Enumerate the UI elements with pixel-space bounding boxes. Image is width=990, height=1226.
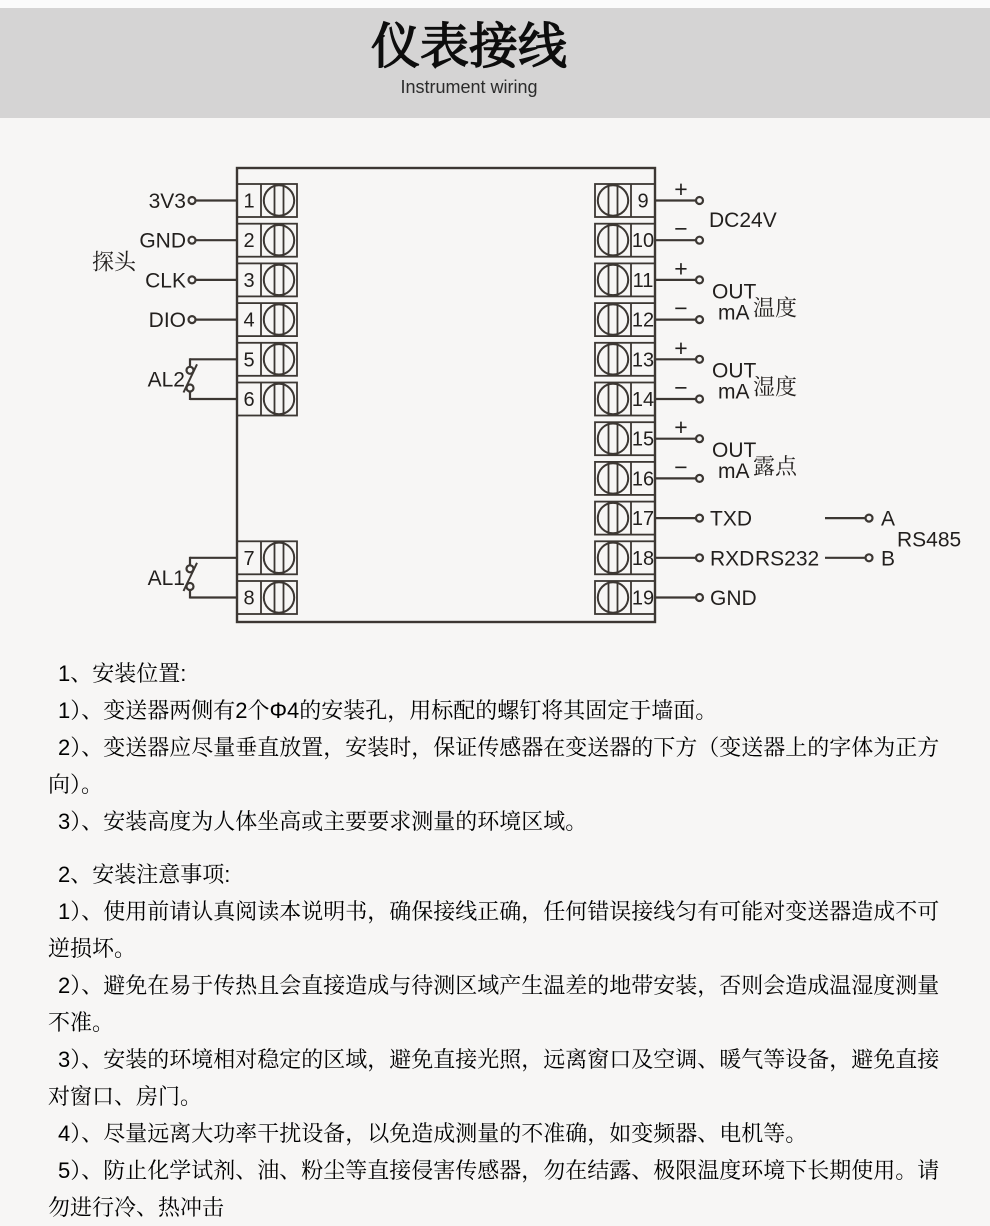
ma-label: mA xyxy=(718,380,750,404)
interface-label: RS232 xyxy=(755,547,820,571)
terminal-number: 18 xyxy=(631,547,655,570)
connection-point-icon xyxy=(866,554,873,561)
polarity-sign: − xyxy=(674,453,688,480)
screw-icon xyxy=(598,543,628,573)
connection-point-icon xyxy=(866,515,873,522)
polarity-sign: − xyxy=(674,215,688,242)
terminal-number: 19 xyxy=(631,587,655,610)
connection-point-icon xyxy=(696,356,703,363)
terminal-number: 13 xyxy=(631,349,655,372)
connection-point-icon xyxy=(696,435,703,442)
switch-lever-icon xyxy=(184,563,198,591)
terminal-number: 17 xyxy=(631,508,655,531)
note-item: 4）、尽量远离大功率干扰设备，以免造成测量的不准确，如变频器、电机等。 xyxy=(58,1121,808,1146)
terminal-number: 8 xyxy=(243,587,255,610)
note-item: 1）、使用前请认真阅读本说明书，确保接线正确，任何错误接线匀有可能对变送器造成不可逆损坏。 xyxy=(48,899,940,961)
note-item: 2）、避免在易于传热且会直接造成与待测区域产生温差的地带安装，否则会造成温湿度测量不准。 xyxy=(48,973,940,1035)
connection-point-icon xyxy=(696,316,703,323)
screw-icon xyxy=(264,185,294,215)
polarity-sign: + xyxy=(674,334,688,361)
probe-label: 探头 xyxy=(92,249,137,275)
channel-label: 湿度 xyxy=(753,374,798,400)
terminal-number: 7 xyxy=(243,547,255,570)
installation-notes xyxy=(0,655,990,1226)
note-item: 2）、变送器应尽量垂直放置，安装时，保证传感器在变送器的下方（变送器上的字体为正方向）。 xyxy=(48,735,940,797)
screw-icon xyxy=(598,582,628,612)
alarm-label: AL1 xyxy=(147,567,185,591)
screw-icon xyxy=(598,185,628,215)
screw-icon xyxy=(598,265,628,295)
connection-point-icon xyxy=(696,197,703,204)
polarity-sign: + xyxy=(674,414,688,441)
terminal-number: 6 xyxy=(243,389,255,411)
screw-icon xyxy=(264,304,294,334)
connection-point-icon xyxy=(696,475,703,482)
out-label: OUT xyxy=(712,359,757,383)
section-1-heading: 1、安装位置: xyxy=(58,661,187,686)
channel-label: 温度 xyxy=(753,295,798,321)
pin-label: GND xyxy=(139,229,186,253)
pin-label: CLK xyxy=(145,269,186,293)
rs485-a-label: A xyxy=(881,507,896,531)
pin-label: TXD xyxy=(710,507,752,531)
page-title: 仪表接线 xyxy=(370,20,567,74)
connection-point-icon xyxy=(189,316,196,323)
terminal-number: 9 xyxy=(637,190,649,213)
screw-icon xyxy=(598,344,628,374)
screw-icon xyxy=(264,543,294,573)
connection-point-icon xyxy=(696,554,703,561)
terminal-number: 1 xyxy=(243,190,255,213)
terminal-number: 15 xyxy=(631,428,655,451)
pin-label: 3V3 xyxy=(148,190,186,213)
connection-point-icon xyxy=(696,237,703,244)
ma-label: mA xyxy=(718,460,750,484)
screw-icon xyxy=(598,424,628,454)
pin-label: DIO xyxy=(148,309,186,333)
screw-icon xyxy=(598,225,628,255)
switch-lever-icon xyxy=(184,364,198,392)
screw-icon xyxy=(264,384,294,414)
connection-point-icon xyxy=(189,237,196,244)
terminal-number: 3 xyxy=(243,269,255,292)
polarity-sign: − xyxy=(674,374,688,401)
connection-point-icon xyxy=(696,515,703,522)
terminal-number: 4 xyxy=(243,309,255,332)
rs485-label: RS485 xyxy=(897,528,962,552)
channel-label: 露点 xyxy=(753,454,798,480)
pin-label: RXD xyxy=(710,547,755,571)
screw-icon xyxy=(264,225,294,255)
power-label: DC24V xyxy=(709,208,777,232)
screw-icon xyxy=(598,304,628,334)
out-label: OUT xyxy=(712,439,757,463)
screw-icon xyxy=(264,344,294,374)
connection-point-icon xyxy=(696,276,703,283)
note-item: 3）、安装的环境相对稳定的区域，避免直接光照，远离窗口及空调、暖气等设备，避免直接对窗口、房门。 xyxy=(48,1047,940,1109)
screw-icon xyxy=(264,582,294,612)
alarm-label: AL2 xyxy=(147,368,185,392)
terminal-number: 10 xyxy=(631,230,655,253)
connection-point-icon xyxy=(189,276,196,283)
connection-point-icon xyxy=(696,396,703,403)
out-label: OUT xyxy=(712,280,757,304)
connection-point-icon xyxy=(189,197,196,204)
polarity-sign: + xyxy=(674,176,688,202)
page-subtitle: Instrument wiring xyxy=(400,77,538,97)
screw-icon xyxy=(598,503,628,533)
screw-icon xyxy=(598,384,628,414)
rs485-b-label: B xyxy=(881,547,896,571)
terminal-number: 5 xyxy=(243,349,255,372)
terminal-number: 12 xyxy=(631,309,655,332)
connection-point-icon xyxy=(696,594,703,601)
polarity-sign: − xyxy=(674,295,688,322)
polarity-sign: + xyxy=(674,255,688,282)
pin-label: GND xyxy=(710,587,757,610)
ma-label: mA xyxy=(718,301,750,325)
terminal-number: 16 xyxy=(631,468,655,491)
screw-icon xyxy=(598,463,628,493)
device-outline xyxy=(237,168,655,622)
terminal-number: 14 xyxy=(631,389,655,411)
note-item: 5）、防止化学试剂、油、粉尘等直接侵害传感器，勿在结露、极限温度环境下长期使用。请勿进行冷、热冲击 xyxy=(48,1158,940,1220)
note-item: 1）、变送器两侧有2个Φ4的安装孔，用标配的螺钉将其固定于墙面。 xyxy=(58,698,718,723)
terminal-number: 11 xyxy=(632,269,654,292)
terminal-number: 2 xyxy=(243,230,255,253)
section-2-heading: 2、安装注意事项: xyxy=(58,862,231,887)
note-item: 3）、安装高度为人体坐高或主要要求测量的环境区域。 xyxy=(58,809,588,834)
screw-icon xyxy=(264,265,294,295)
